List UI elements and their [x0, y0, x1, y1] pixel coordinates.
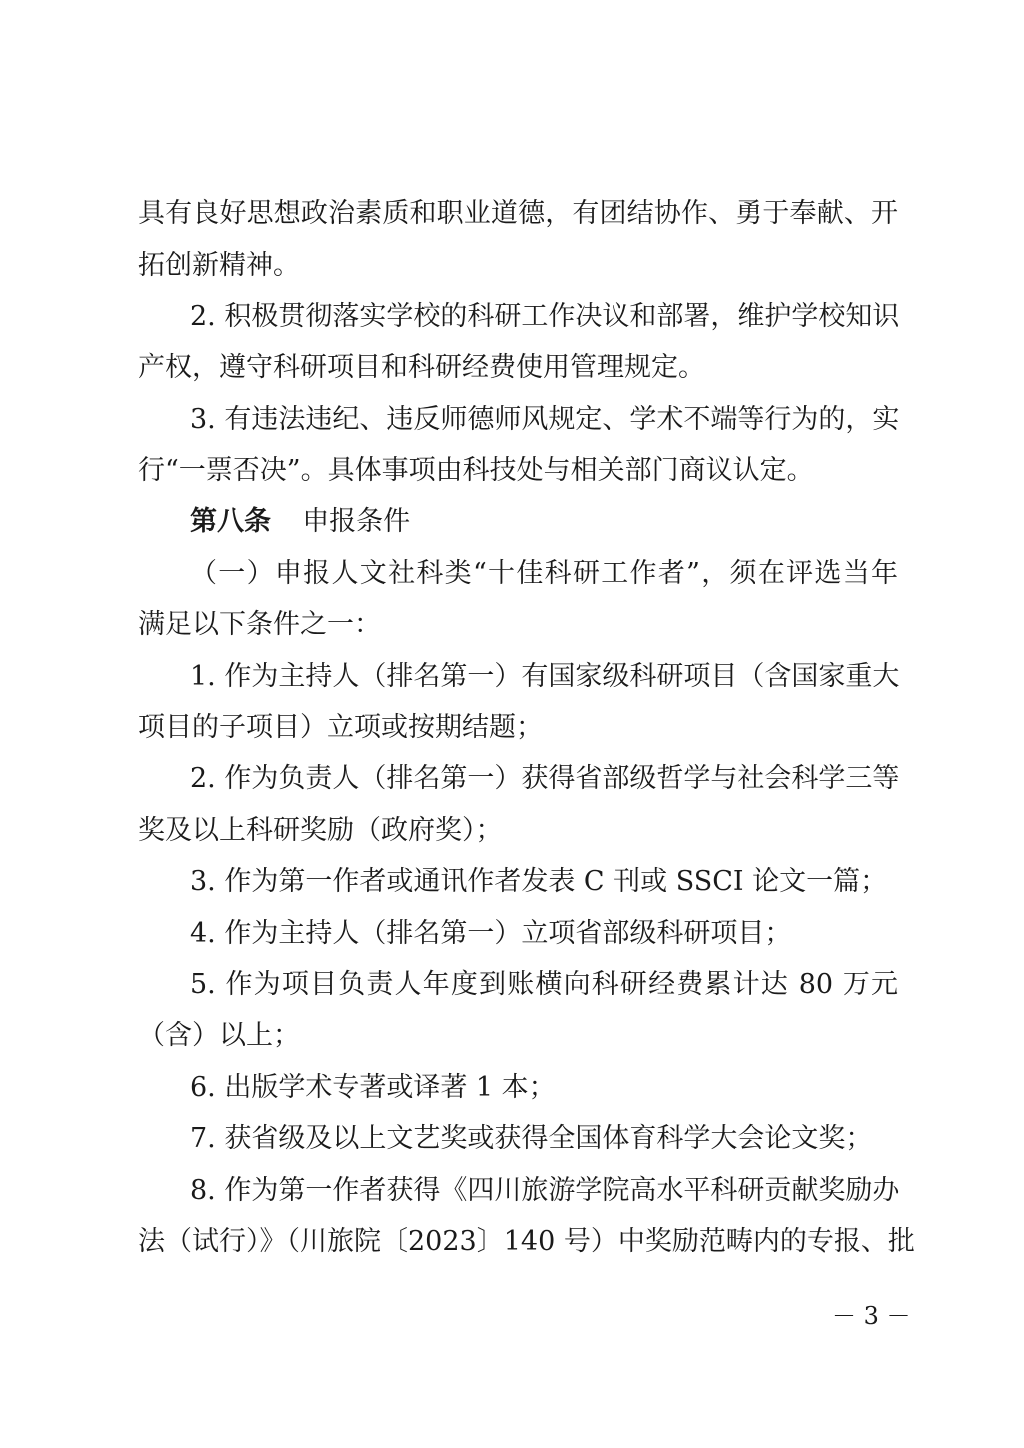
text-line: 具有良好思想政治素质和职业道德，有团结协作、勇于奉献、开 — [138, 198, 898, 229]
text-line: 满足以下条件之一： — [138, 609, 381, 640]
text-line: 1. 作为主持人（排名第一）有国家级科研项目（含国家重大 — [190, 661, 900, 692]
text-line: 2. 积极贯彻落实学校的科研工作决议和部署，维护学校知识 — [190, 301, 900, 332]
text-line: 2. 作为负责人（排名第一）获得省部级哲学与社会科学三等 — [190, 763, 900, 794]
text-line: 8. 作为第一作者获得《四川旅游学院高水平科研贡献奖励办 — [190, 1175, 900, 1206]
text-line: 法（试行）》（川旅院〔2023〕140 号）中奖励范畴内的专报、批 — [138, 1226, 915, 1257]
article-title: 申报条件 — [302, 506, 411, 537]
text-line: （一）申报人文社科类“十佳科研工作者”，须在评选当年 — [190, 558, 898, 589]
text-line: 奖及以上科研奖励（政府奖）； — [138, 815, 503, 846]
text-line: 3. 作为第一作者或通讯作者发表 C 刊或 SSCI 论文一篇； — [190, 866, 888, 897]
text-line: 项目的子项目）立项或按期结题； — [138, 712, 543, 743]
text-line: 产权，遵守科研项目和科研经费使用管理规定。 — [138, 352, 705, 383]
text-line: 6. 出版学术专著或译著 1 本； — [190, 1072, 556, 1103]
text-line: 4. 作为主持人（排名第一）立项省部级科研项目； — [190, 918, 792, 949]
article-number: 第八条 — [190, 506, 271, 537]
text-line: 拓创新精神。 — [138, 250, 300, 281]
text-line: （含）以上； — [138, 1020, 300, 1051]
text-line: 行“一票否决”。具体事项由科技处与相关部门商议认定。 — [138, 455, 814, 486]
article-heading-line — [190, 504, 898, 540]
page-number: － 3 － — [832, 1302, 911, 1330]
text-line: 5. 作为项目负责人年度到账横向科研经费累计达 80 万元 — [190, 969, 898, 1000]
text-line: 3. 有违法违纪、违反师德师风规定、学术不端等行为的，实 — [190, 404, 900, 435]
text-line: 7. 获省级及以上文艺奖或获得全国体育科学大会论文奖； — [190, 1123, 873, 1154]
